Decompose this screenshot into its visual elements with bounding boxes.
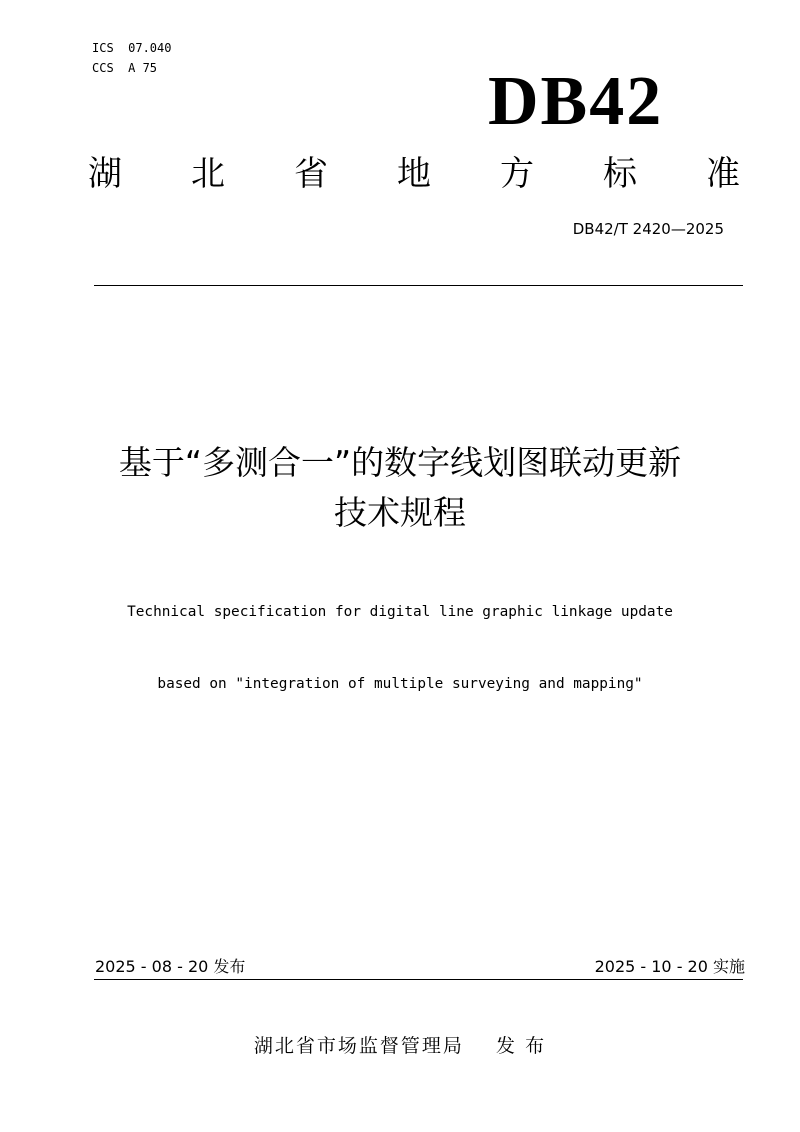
standard-type-title (88, 152, 740, 196)
english-title (60, 552, 740, 720)
chinese-title-line-2: 技术规程 (334, 493, 466, 532)
bottom-divider (94, 979, 743, 980)
publisher: 湖北省市场监督管理局 发 布 (253, 1035, 547, 1057)
ccs-code: CCS A 75 (92, 61, 158, 75)
standard-type-char: 标 (603, 154, 637, 194)
release-date: 2025 - 08 - 20 发布 (95, 957, 246, 976)
standard-number: DB42/T 2420—2025 (572, 220, 724, 238)
english-title-line-2: based on "integration of multiple surveying and mapping" (157, 676, 643, 692)
implementation-date: 2025 - 10 - 20 实施 (594, 957, 745, 976)
standard-type-char: 省 (294, 154, 328, 194)
top-divider (94, 285, 743, 286)
chinese-title (60, 438, 740, 538)
classification-codes (92, 38, 171, 78)
ics-code: ICS 07.040 (92, 41, 172, 55)
standard-type-char: 地 (397, 154, 431, 194)
chinese-title-line-1: 基于“多测合一”的数字线划图联动更新 (118, 443, 682, 482)
english-title-line-1: Technical specification for digital line graphic linkage update (127, 604, 673, 620)
db-code-logo: DB42 (488, 63, 664, 140)
standard-type-char: 准 (706, 154, 740, 194)
standard-type-char: 湖 (88, 154, 122, 194)
standard-type-char: 方 (500, 154, 534, 194)
standard-type-char: 北 (191, 154, 225, 194)
